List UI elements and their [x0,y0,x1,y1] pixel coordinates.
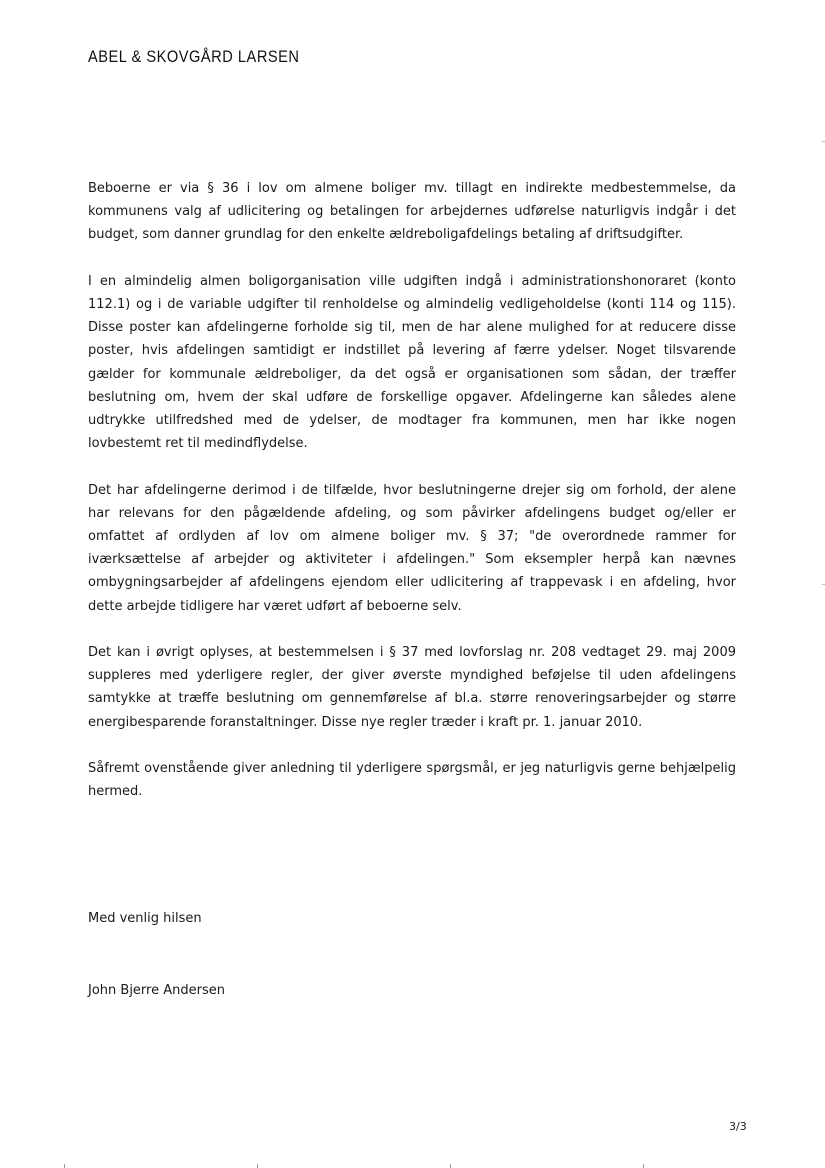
company-letterhead: ABEL & SKOVGÅRD LARSEN [88,47,300,66]
scan-edge-mark [643,1164,644,1168]
body-paragraph: Det kan i øvrigt oplyses, at bestemmelsen i § 37 med lovforslag nr. 208 vedtaget 29. maj 2009 suppleres med yderligere regler, der giver øverste myndighed beføjelse til uden afdelingens samtykke at træffe beslutning om gennemførelse af bl.a. større renoveringsarbejder og større energibesparende foranstaltninger. Disse nye regler træder i kraft pr. 1. januar 2010. [88,645,736,730]
body-paragraph: Såfremt ovenstående giver anledning til yderligere spørgsmål, er jeg naturligvis gerne behjælpelig hermed. [88,761,736,800]
scan-edge-mark [450,1164,451,1168]
scan-edge-mark [64,1164,65,1168]
signatory-name: John Bjerre Andersen [88,983,225,998]
letter-body [88,177,736,827]
body-paragraph: Beboerne er via § 36 i lov om almene boliger mv. tillagt en indirekte medbestemmelse, da kommunens valg af udlicitering og betalingen for arbejdernes udførelse naturligvis indgår i det budget, som danner grundlag for den enkelte ældreboligafdelings betaling af driftsudgifter. [88,181,736,243]
body-paragraph: I en almindelig almen boligorganisation ville udgiften indgå i administrationshonoraret (konto 112.1) og i de variable udgifter til renholdelse og almindelig vedligeholdelse (konti 114 og 115). Disse poster kan afdelingerne forholde sig til, men de har alene mulighed for at reducere disse poster, hvis afdelingen samtidigt er indstillet på levering af færre ydelser. Noget tilsvarende gælder for kommunale ældreboliger, da det også er organisationen som sådan, der træffer beslutning om, hvem der skal udføre de forskellige opgaver. Afdelingerne kan således alene udtrykke utilfredshed med de ydelser, de modtager fra kommunen, men har ikke nogen lovbestemt ret til medindflydelse. [88,273,736,452]
scan-edge-mark [257,1164,258,1168]
closing-salutation: Med venlig hilsen [88,911,202,926]
body-paragraph: Det har afdelingerne derimod i de tilfælde, hvor beslutningerne drejer sig om forhold, der alene har relevans for den pågældende afdeling, og som påvirker afdelingens budget og/eller er omfattet af ordlyden af lov om almene boliger mv. § 37; "de overordnede rammer for iværksættelse af arbejder og aktiviteter i afdelingen." Som eksempler herpå kan nævnes ombygningsarbejder af afdelingens ejendom eller udlicitering af trappevask i en afdeling, hvor dette arbejde tidligere har været udført af beboerne selv. [88,482,736,614]
page-number: 3/3 [729,1120,747,1133]
